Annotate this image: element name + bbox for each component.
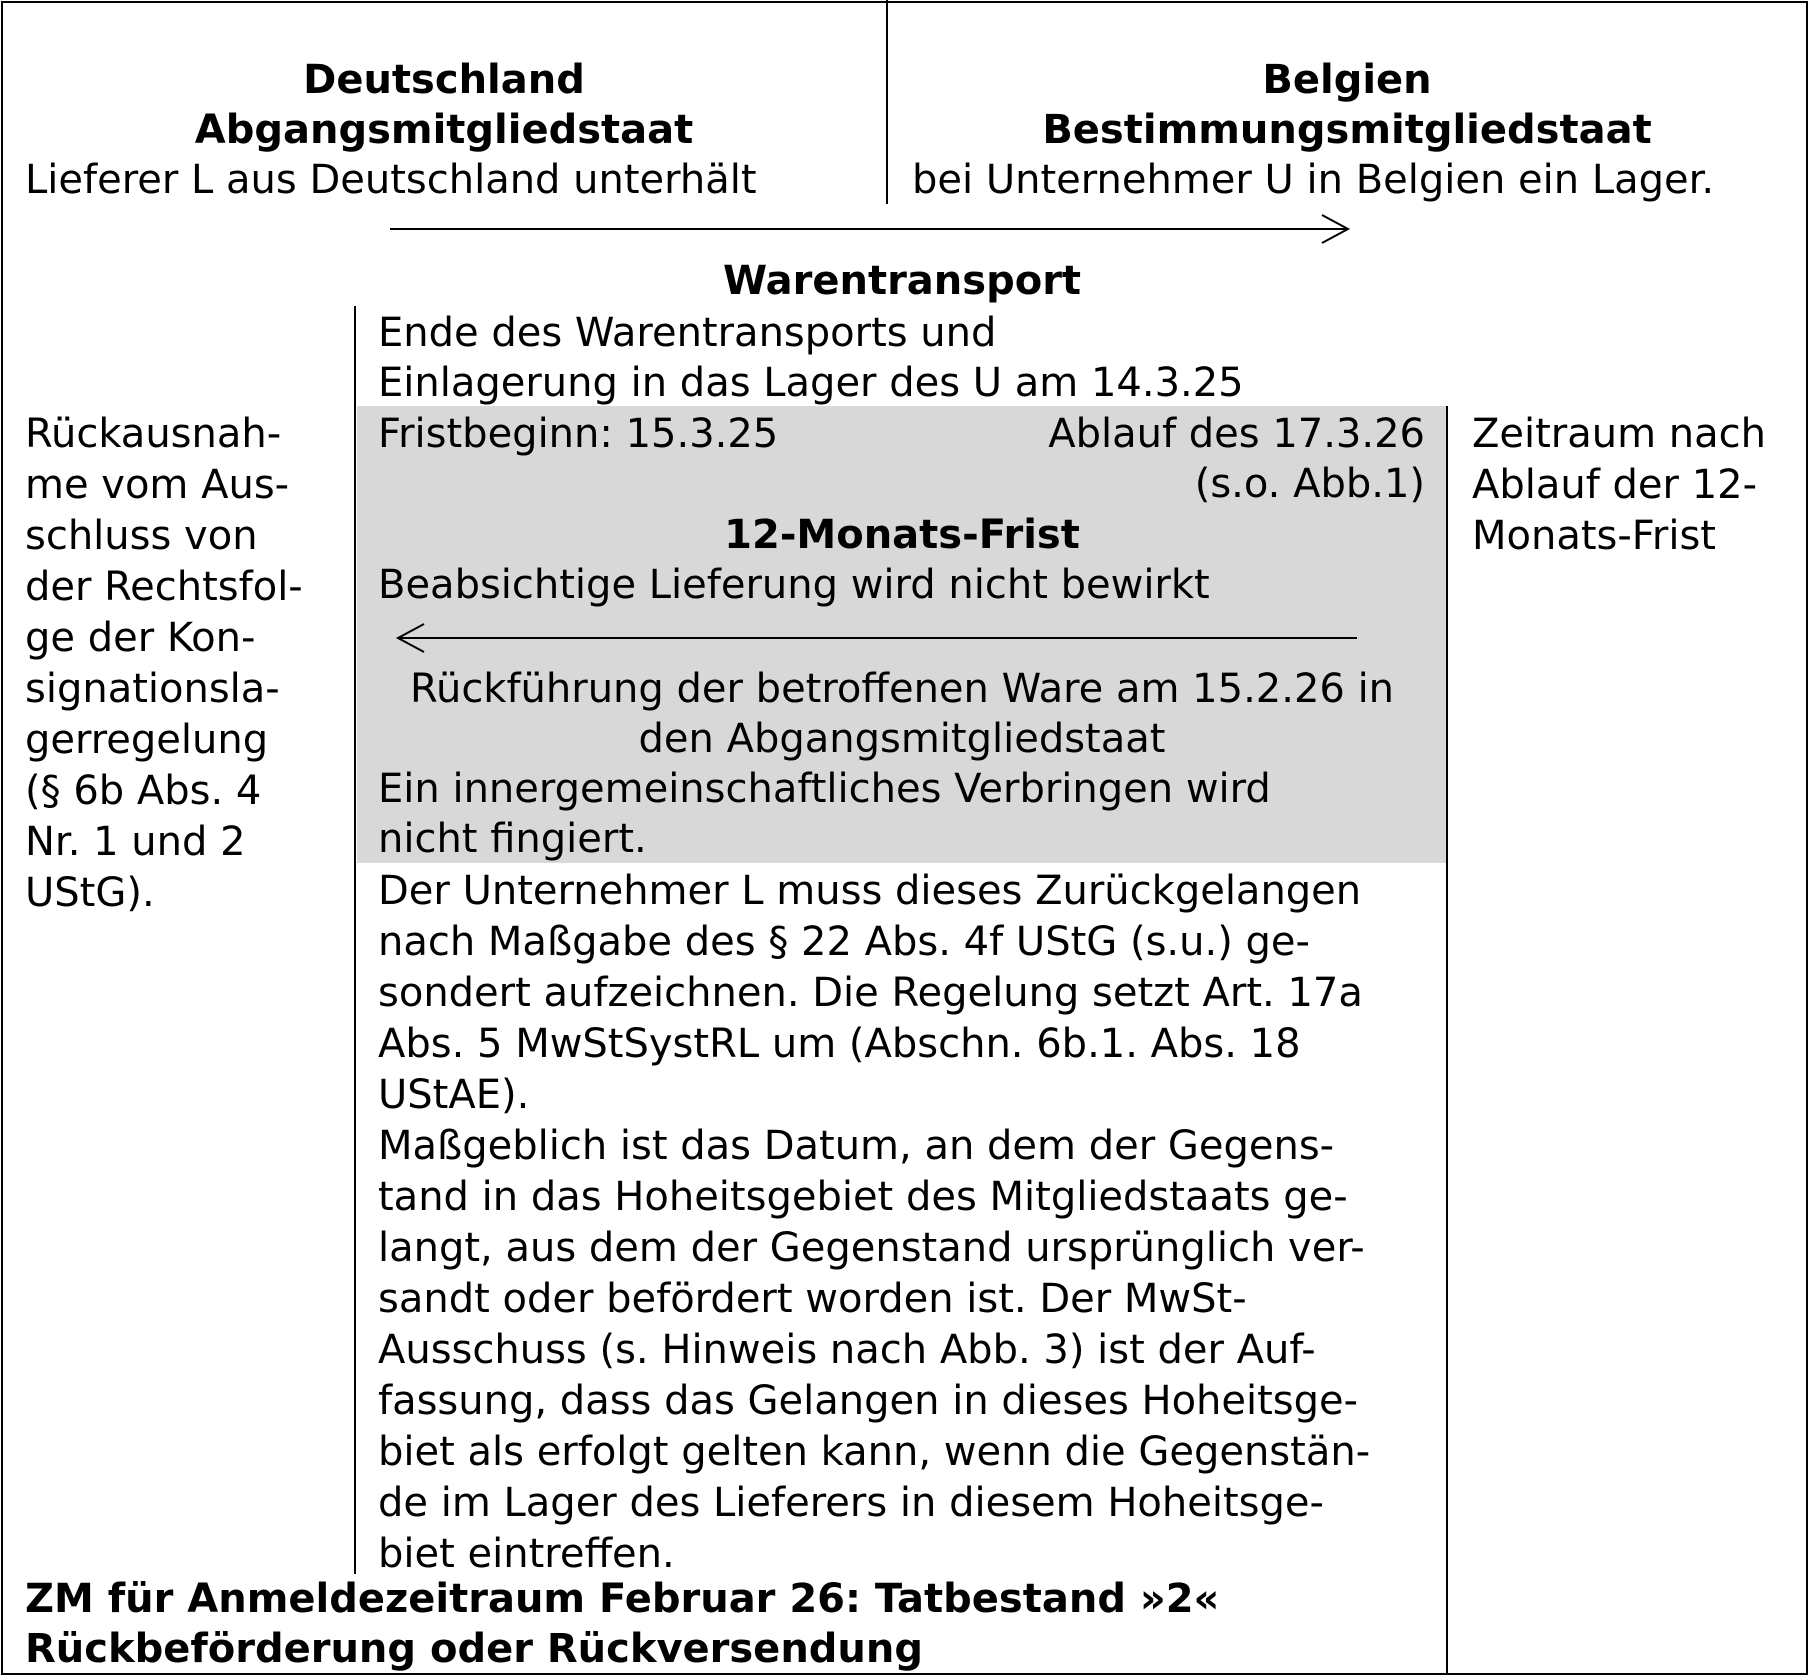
- explanation-line: Abs. 5 MwStSystRL um (Abschn. 6b.1. Abs. 18: [378, 1021, 1301, 1067]
- footer-line1: ZM für Anmeldezeitraum Februar 26: Tatbestand »2«: [25, 1576, 1220, 1622]
- explanation-line: nach Maßgabe des § 22 Abs. 4f UStG (s.u.) ge-: [378, 919, 1310, 965]
- explanation-line: Der Unternehmer L muss dieses Zurückgelangen: [378, 868, 1362, 914]
- header-right-country: Belgien: [1262, 57, 1432, 103]
- frist-not-fictive-line2: nicht fingiert.: [378, 816, 647, 862]
- right-note-line: Monats-Frist: [1472, 513, 1716, 559]
- left-note-line: UStG).: [25, 870, 155, 916]
- explanation-line: sondert aufzeichnen. Die Regelung setzt Art. 17a: [378, 970, 1363, 1016]
- footer-line2: Rückbeförderung oder Rückversendung: [25, 1626, 924, 1672]
- left-note-line: ge der Kon-: [25, 615, 256, 661]
- explanation-text: [378, 866, 1438, 1580]
- frist-end-line1: Ablauf des 17.3.26: [1048, 411, 1425, 457]
- explanation-line: de im Lager des Lieferers in diesem Hoheitsge-: [378, 1480, 1324, 1526]
- header-left-text: Lieferer L aus Deutschland unterhält: [25, 157, 757, 203]
- explanation-line: fassung, dass das Gelangen in dieses Hoheitsge-: [378, 1378, 1359, 1424]
- left-note-line: me vom Aus-: [25, 462, 290, 508]
- left-note-line: (§ 6b Abs. 4: [25, 768, 262, 814]
- frist-not-effected: Beabsichtige Lieferung wird nicht bewirkt: [378, 562, 1210, 608]
- left-note: [25, 409, 345, 919]
- frist-not-fictive-line1: Ein innergemeinschaftliches Verbringen wird: [378, 766, 1271, 812]
- explanation-line: biet eintreffen.: [378, 1531, 675, 1577]
- explanation-line: sandt oder befördert worden ist. Der MwSt-: [378, 1276, 1247, 1322]
- frist-start: Fristbeginn: 15.3.25: [378, 411, 779, 457]
- right-note-line: Zeitraum nach: [1472, 411, 1767, 457]
- header-right-text: bei Unternehmer U in Belgien ein Lager.: [912, 157, 1715, 203]
- explanation-line: UStAE).: [378, 1072, 530, 1118]
- frist-return-line2: den Abgangsmitgliedstaat: [638, 716, 1166, 762]
- explanation-line: langt, aus dem der Gegenstand ursprünglich ver-: [378, 1225, 1365, 1271]
- header-left-role: Abgangsmitgliedstaat: [194, 107, 694, 153]
- left-note-line: signationsla-: [25, 666, 280, 712]
- frist-title: 12-Monats-Frist: [724, 512, 1080, 558]
- header-right-role: Bestimmungsmitgliedstaat: [1042, 107, 1652, 153]
- transport-label: Warentransport: [722, 258, 1082, 304]
- middle-column-right-border: [1446, 406, 1448, 1675]
- frist-end-line2: (s.o. Abb.1): [1194, 461, 1425, 507]
- left-note-line: Nr. 1 und 2: [25, 819, 246, 865]
- frist-return-line1: Rückführung der betroffenen Ware am 15.2.26 in: [409, 666, 1395, 712]
- left-note-line: schluss von: [25, 513, 258, 559]
- left-note-line: Rückausnah-: [25, 411, 282, 457]
- middle-column-left-border: [354, 306, 356, 1574]
- header-left-country: Deutschland: [303, 57, 585, 103]
- explanation-line: Ausschuss (s. Hinweis nach Abb. 3) ist der Auf-: [378, 1327, 1316, 1373]
- right-note-line: Ablauf der 12-: [1472, 462, 1758, 508]
- left-note-line: der Rechtsfol-: [25, 564, 303, 610]
- explanation-line: biet als erfolgt gelten kann, wenn die Gegenstän-: [378, 1429, 1371, 1475]
- right-note: [1472, 409, 1802, 562]
- explanation-line: tand in das Hoheitsgebiet des Mitgliedstaats ge-: [378, 1174, 1348, 1220]
- transport-end-line1: Ende des Warentransports und: [378, 310, 997, 356]
- explanation-line: Maßgeblich ist das Datum, an dem der Gegens-: [378, 1123, 1335, 1169]
- left-note-line: gerregelung: [25, 717, 269, 763]
- transport-end-line2: Einlagerung in das Lager des U am 14.3.25: [378, 360, 1244, 406]
